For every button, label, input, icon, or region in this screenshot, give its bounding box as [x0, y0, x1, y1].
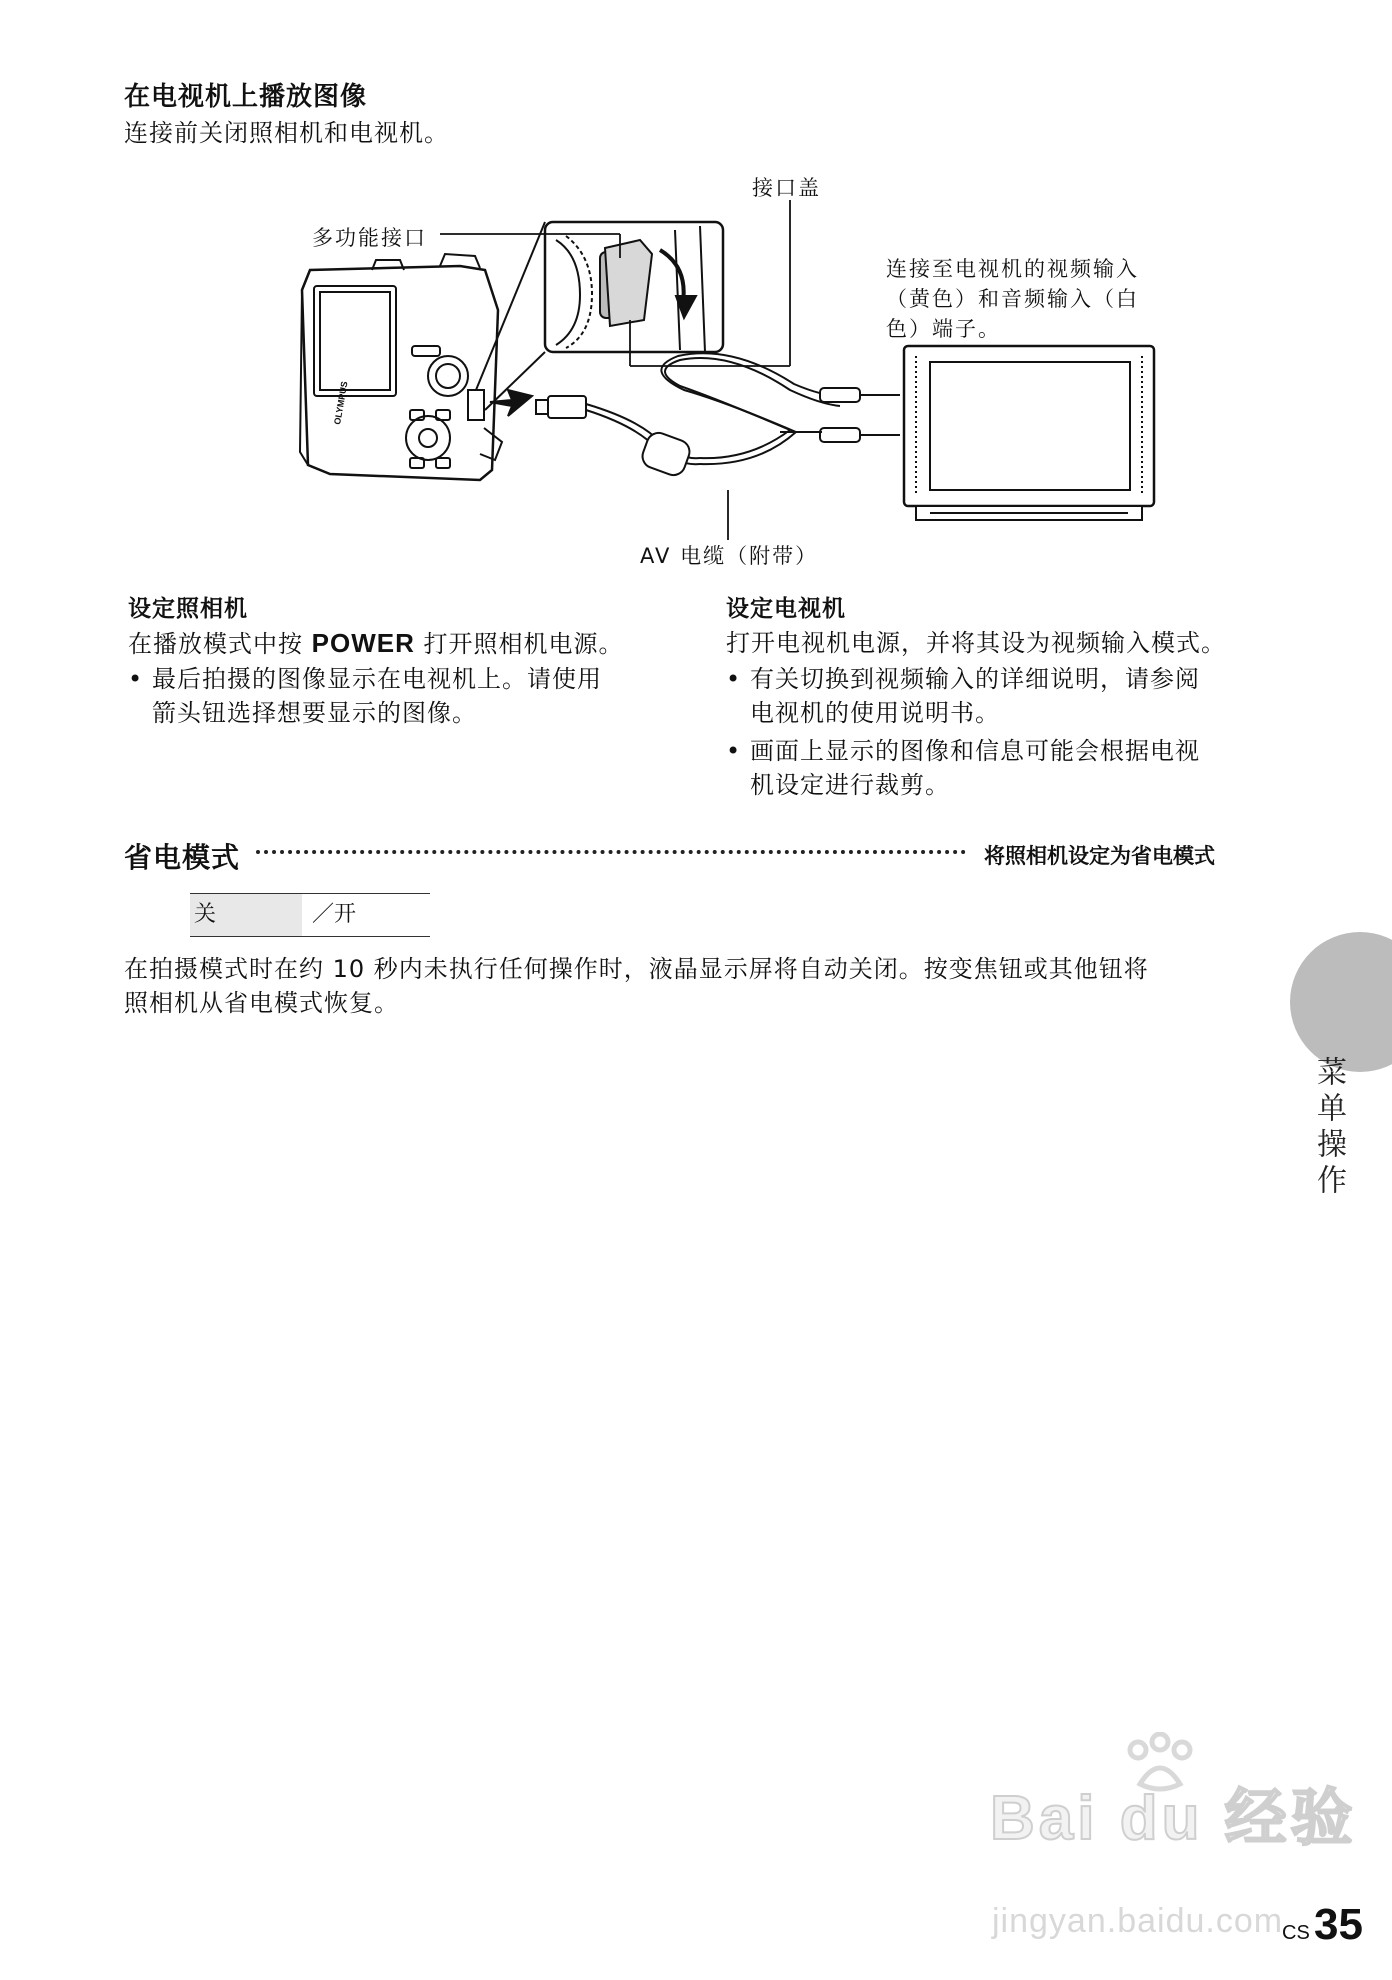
label-multi-connector: 多功能接口 — [312, 226, 427, 250]
label-av-cable: AV 电缆（附带） — [640, 544, 819, 568]
watermark-logo: Bai du 经验 — [990, 1784, 1357, 1853]
power-save-desc: 在拍摄模式时在约 10 秒内未执行任何操作时，液晶显示屏将自动关闭。按变焦钮或其他钮将 照相机从省电模式恢复。 — [124, 955, 1149, 1017]
list-item: • 画面上显示的图像和信息可能会根据电视 机设定进行裁剪。 — [726, 737, 1200, 799]
page-number: 35 — [1314, 1900, 1363, 1949]
tv-setup-line: 打开电视机电源，并将其设为视频输入模式。 — [726, 629, 1226, 657]
side-tab-label: 菜单操作 — [1311, 1056, 1346, 1200]
insert-arrow-icon — [490, 390, 532, 416]
dotted-leader — [256, 850, 966, 854]
power-key-label: POWER — [311, 628, 415, 658]
connector-cover-inset — [476, 222, 723, 410]
camera-setup-heading: 设定照相机 — [128, 596, 248, 622]
paw-icon — [1120, 1732, 1200, 1796]
watermark-url: jingyan.baidu.com — [992, 1902, 1284, 1940]
language-code: CS — [1282, 1922, 1310, 1944]
section-intro: 连接前关闭照相机和电视机。 — [124, 119, 449, 147]
section-title: 在电视机上播放图像 — [124, 82, 368, 112]
tv-drawing — [904, 346, 1154, 520]
side-tab-marker — [1290, 932, 1392, 1072]
list-item: • 有关切换到视频输入的详细说明，请参阅 电视机的使用说明书。 — [726, 665, 1200, 727]
camera-brand: OLYMPUS — [332, 380, 350, 426]
label-tv-input: 连接至电视机的视频输入 （黄色）和音频输入（白 色）端子。 — [886, 257, 1139, 341]
baidu-watermark — [990, 1768, 1357, 1857]
power-save-description-label: 将照相机设定为省电模式 — [984, 844, 1215, 868]
camera-setup-line: 在播放模式中按 POWER 打开照相机电源。 — [128, 628, 624, 658]
power-save-title: 省电模式 — [124, 841, 241, 874]
power-save-options — [190, 893, 430, 937]
list-item: • 最后拍摄的图像显示在电视机上。请使用 箭头钮选择想要显示的图像。 — [128, 665, 602, 727]
option-on: ／开 — [312, 902, 357, 927]
option-off-selected: 关 — [190, 894, 302, 936]
av-cable-drawing — [536, 353, 900, 478]
tv-setup-heading: 设定电视机 — [726, 596, 846, 622]
label-connector-cover: 接口盖 — [752, 176, 821, 200]
camera-drawing — [300, 254, 502, 480]
